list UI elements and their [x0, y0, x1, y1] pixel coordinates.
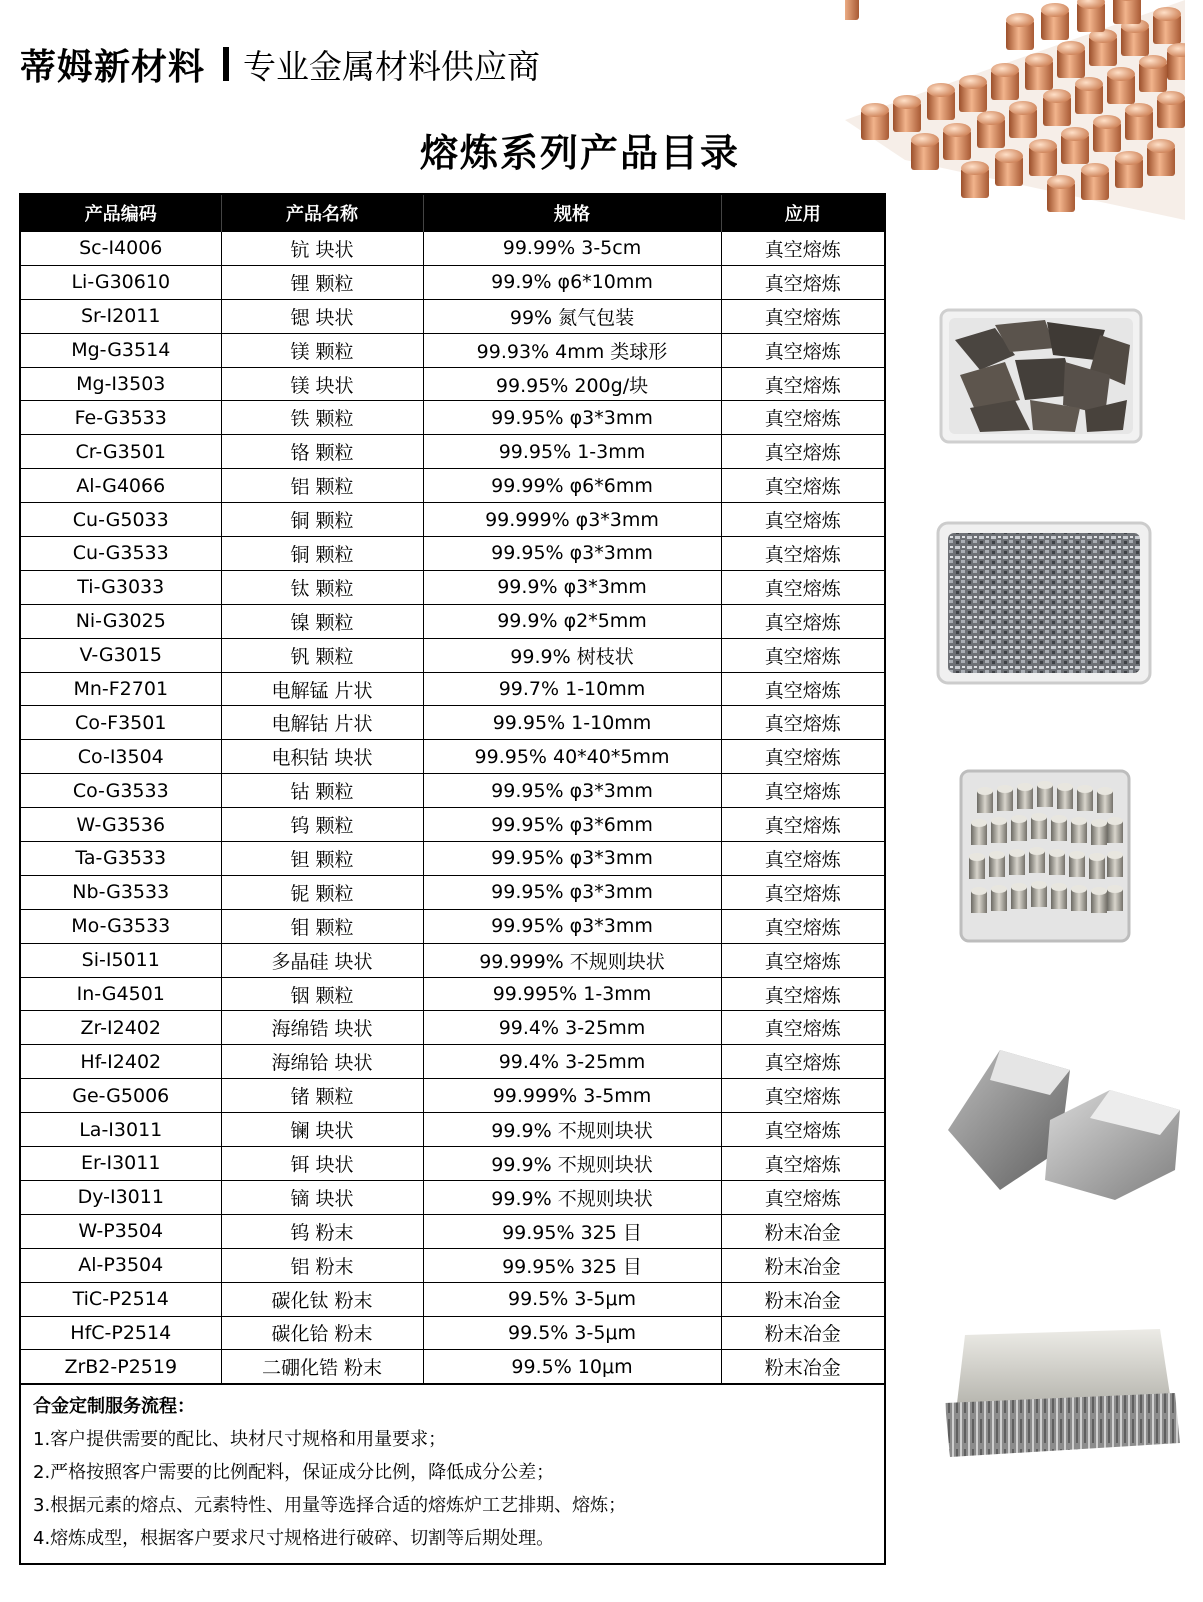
product-name-cell: 多晶硅 块状: [221, 943, 423, 977]
product-application-cell: 真空熔炼: [721, 1180, 884, 1214]
product-spec-cell: 99.93% 4mm 类球形: [423, 333, 721, 367]
product-application-cell: 粉末冶金: [721, 1316, 884, 1350]
product-application-cell: 真空熔炼: [721, 265, 884, 299]
product-code-cell: La-I3011: [21, 1113, 221, 1147]
product-application-cell: 真空熔炼: [721, 1113, 884, 1147]
column-header-spec: 规格: [423, 195, 721, 232]
product-name-cell: 镝 块状: [221, 1180, 423, 1214]
product-spec-cell: 99.9% 不规则块状: [423, 1113, 721, 1147]
product-code-cell: V-G3015: [21, 638, 221, 672]
product-name-cell: 铌 颗粒: [221, 875, 423, 909]
metal-cylinders-photo: [955, 765, 1135, 947]
table-row: [21, 333, 884, 367]
product-code-cell: Co-G3533: [21, 774, 221, 808]
metal-granules-photo: [930, 515, 1158, 690]
table-row: [21, 1214, 884, 1248]
product-code-cell: Cr-G3501: [21, 435, 221, 469]
table-row: [21, 977, 884, 1011]
note-line: 2.严格按照客户需要的比例配料，保证成分比例，降低成分公差；: [33, 1462, 555, 1484]
table-row: [21, 875, 884, 909]
product-code-cell: W-G3536: [21, 808, 221, 842]
product-code-cell: Mg-I3503: [21, 367, 221, 401]
product-spec-cell: 99.95% 325 目: [423, 1248, 721, 1282]
product-name-cell: 锂 颗粒: [221, 265, 423, 299]
table-row: [21, 367, 884, 401]
product-code-cell: HfC-P2514: [21, 1316, 221, 1350]
product-spec-cell: 99.9% 树枝状: [423, 638, 721, 672]
product-code-cell: Co-I3504: [21, 740, 221, 774]
product-spec-cell: 99.99% φ6*6mm: [423, 469, 721, 503]
table-row: [21, 740, 884, 774]
product-code-cell: TiC-P2514: [21, 1282, 221, 1316]
catalog-title: 熔炼系列产品目录: [419, 131, 740, 175]
product-code-cell: Li-G30610: [21, 265, 221, 299]
product-spec-cell: 99.95% 1-10mm: [423, 706, 721, 740]
table-row: [21, 570, 884, 604]
product-spec-cell: 99.999% 3-5mm: [423, 1079, 721, 1113]
table-row: [21, 638, 884, 672]
product-code-cell: Co-F3501: [21, 706, 221, 740]
product-code-cell: Ge-G5006: [21, 1079, 221, 1113]
product-code-cell: Zr-I2402: [21, 1011, 221, 1045]
product-application-cell: 真空熔炼: [721, 537, 884, 571]
product-code-cell: Ni-G3025: [21, 604, 221, 638]
table-row: [21, 909, 884, 943]
table-row: [21, 299, 884, 333]
table-row: [21, 1248, 884, 1282]
product-code-cell: Ti-G3033: [21, 570, 221, 604]
brand-name: 蒂姆新材料: [20, 46, 206, 88]
product-code-cell: Ta-G3533: [21, 842, 221, 876]
table-row: [21, 435, 884, 469]
product-name-cell: 铝 颗粒: [221, 469, 423, 503]
product-name-cell: 铜 颗粒: [221, 537, 423, 571]
product-application-cell: 真空熔炼: [721, 638, 884, 672]
product-code-cell: Sc-I4006: [21, 232, 221, 266]
table-header-row: [21, 195, 884, 232]
table-row: [21, 943, 884, 977]
table-row: [21, 1011, 884, 1045]
product-code-cell: Er-I3011: [21, 1147, 221, 1181]
column-header-application: 应用: [721, 195, 884, 232]
product-spec-cell: 99.9% 不规则块状: [423, 1147, 721, 1181]
product-application-cell: 真空熔炼: [721, 977, 884, 1011]
table-row: [21, 1113, 884, 1147]
product-name-cell: 钼 颗粒: [221, 909, 423, 943]
product-application-cell: 真空熔炼: [721, 706, 884, 740]
brand-tagline: 专业金属材料供应商: [243, 46, 541, 86]
table-row: [21, 842, 884, 876]
product-spec-cell: 99.95% φ3*3mm: [423, 401, 721, 435]
product-name-cell: 碳化钛 粉末: [221, 1282, 423, 1316]
product-application-cell: 真空熔炼: [721, 232, 884, 266]
product-application-cell: 真空熔炼: [721, 909, 884, 943]
product-name-cell: 钪 块状: [221, 232, 423, 266]
product-name-cell: 二硼化锆 粉末: [221, 1350, 423, 1384]
table-row: [21, 232, 884, 266]
copper-pellets-photo: [845, 0, 1185, 220]
product-code-cell: Cu-G5033: [21, 503, 221, 537]
product-name-cell: 铁 颗粒: [221, 401, 423, 435]
product-application-cell: 真空熔炼: [721, 503, 884, 537]
table-row: [21, 1350, 884, 1384]
product-name-cell: 镧 块状: [221, 1113, 423, 1147]
product-spec-cell: 99% 氮气包装: [423, 299, 721, 333]
product-application-cell: 粉末冶金: [721, 1282, 884, 1316]
product-name-cell: 镍 颗粒: [221, 604, 423, 638]
product-name-cell: 铝 粉末: [221, 1248, 423, 1282]
product-spec-cell: 99.95% φ3*3mm: [423, 774, 721, 808]
product-spec-cell: 99.95% φ3*3mm: [423, 875, 721, 909]
table-row: [21, 537, 884, 571]
table-row: [21, 265, 884, 299]
product-spec-cell: 99.95% φ3*3mm: [423, 842, 721, 876]
product-spec-cell: 99.999% 不规则块状: [423, 943, 721, 977]
product-name-cell: 海绵锆 块状: [221, 1011, 423, 1045]
table-row: [21, 808, 884, 842]
product-name-cell: 钒 颗粒: [221, 638, 423, 672]
table-row: [21, 1045, 884, 1079]
product-application-cell: 粉末冶金: [721, 1214, 884, 1248]
product-code-cell: Fe-G3533: [21, 401, 221, 435]
product-name-cell: 钨 粉末: [221, 1214, 423, 1248]
product-code-cell: W-P3504: [21, 1214, 221, 1248]
product-code-cell: Al-G4066: [21, 469, 221, 503]
product-application-cell: 真空熔炼: [721, 740, 884, 774]
product-name-cell: 钴 颗粒: [221, 774, 423, 808]
product-application-cell: 真空熔炼: [721, 333, 884, 367]
table-row: [21, 706, 884, 740]
note-line: 3.根据元素的熔点、元素特性、用量等选择合适的熔炼炉工艺排期、熔炼；: [33, 1495, 627, 1517]
product-name-cell: 锶 块状: [221, 299, 423, 333]
product-name-cell: 钽 颗粒: [221, 842, 423, 876]
note-line: 1.客户提供需要的配比、块材尺寸规格和用量要求；: [33, 1429, 447, 1451]
product-application-cell: 真空熔炼: [721, 1079, 884, 1113]
product-application-cell: 真空熔炼: [721, 469, 884, 503]
table-row: [21, 1147, 884, 1181]
product-application-cell: 真空熔炼: [721, 570, 884, 604]
table-row: [21, 1316, 884, 1350]
product-name-cell: 电积钴 块状: [221, 740, 423, 774]
product-spec-cell: 99.9% φ2*5mm: [423, 604, 721, 638]
product-spec-cell: 99.5% 10μm: [423, 1350, 721, 1384]
product-spec-cell: 99.7% 1-10mm: [423, 672, 721, 706]
product-application-cell: 真空熔炼: [721, 808, 884, 842]
product-spec-cell: 99.95% φ3*3mm: [423, 537, 721, 571]
product-spec-cell: 99.995% 1-3mm: [423, 977, 721, 1011]
product-name-cell: 钨 颗粒: [221, 808, 423, 842]
table-row: [21, 604, 884, 638]
product-application-cell: 真空熔炼: [721, 435, 884, 469]
product-application-cell: 真空熔炼: [721, 299, 884, 333]
product-spec-cell: 99.9% φ6*10mm: [423, 265, 721, 299]
custom-alloy-notes: [21, 1384, 884, 1563]
table-row: [21, 774, 884, 808]
table-row: [21, 401, 884, 435]
column-header-code: 产品编码: [21, 195, 221, 232]
product-name-cell: 钛 颗粒: [221, 570, 423, 604]
product-table: [19, 193, 886, 1565]
page-header: [20, 38, 540, 90]
product-name-cell: 海绵铪 块状: [221, 1045, 423, 1079]
product-name-cell: 镁 块状: [221, 367, 423, 401]
product-spec-cell: 99.95% φ3*6mm: [423, 808, 721, 842]
product-application-cell: 粉末冶金: [721, 1248, 884, 1282]
product-name-cell: 铜 颗粒: [221, 503, 423, 537]
metal-flakes-photo: [935, 300, 1150, 450]
product-name-cell: 铟 颗粒: [221, 977, 423, 1011]
product-spec-cell: 99.95% 325 目: [423, 1214, 721, 1248]
metal-ingot-photo: [940, 1040, 1185, 1205]
table-row: [21, 503, 884, 537]
notes-title: 合金定制服务流程：: [33, 1396, 195, 1418]
product-code-cell: Mo-G3533: [21, 909, 221, 943]
product-application-cell: 真空熔炼: [721, 604, 884, 638]
product-code-cell: Dy-I3011: [21, 1180, 221, 1214]
product-spec-cell: 99.95% φ3*3mm: [423, 909, 721, 943]
product-application-cell: 粉末冶金: [721, 1350, 884, 1384]
table-row: [21, 1079, 884, 1113]
product-code-cell: Sr-I2011: [21, 299, 221, 333]
table-row: [21, 1180, 884, 1214]
product-application-cell: 真空熔炼: [721, 1011, 884, 1045]
product-code-cell: Al-P3504: [21, 1248, 221, 1282]
product-spec-cell: 99.5% 3-5μm: [423, 1282, 721, 1316]
product-application-cell: 真空熔炼: [721, 842, 884, 876]
product-application-cell: 真空熔炼: [721, 401, 884, 435]
product-name-cell: 电解锰 片状: [221, 672, 423, 706]
product-application-cell: 真空熔炼: [721, 943, 884, 977]
product-spec-cell: 99.95% 200g/块: [423, 367, 721, 401]
product-spec-cell: 99.9% 不规则块状: [423, 1180, 721, 1214]
product-name-cell: 铒 块状: [221, 1147, 423, 1181]
product-spec-cell: 99.999% φ3*3mm: [423, 503, 721, 537]
product-application-cell: 真空熔炼: [721, 1045, 884, 1079]
product-application-cell: 真空熔炼: [721, 875, 884, 909]
header-divider: [223, 47, 229, 81]
note-line: 4.熔炼成型，根据客户要求尺寸规格进行破碎、切割等后期处理。: [33, 1528, 555, 1550]
product-spec-cell: 99.9% φ3*3mm: [423, 570, 721, 604]
product-spec-cell: 99.95% 1-3mm: [423, 435, 721, 469]
table-row: [21, 672, 884, 706]
product-code-cell: ZrB2-P2519: [21, 1350, 221, 1384]
product-code-cell: In-G4501: [21, 977, 221, 1011]
product-code-cell: Hf-I2402: [21, 1045, 221, 1079]
product-code-cell: Mn-F2701: [21, 672, 221, 706]
product-name-cell: 铬 颗粒: [221, 435, 423, 469]
table-body: [21, 232, 884, 1384]
product-name-cell: 镁 颗粒: [221, 333, 423, 367]
product-application-cell: 真空熔炼: [721, 672, 884, 706]
product-code-cell: Si-I5011: [21, 943, 221, 977]
product-spec-cell: 99.99% 3-5cm: [423, 232, 721, 266]
product-spec-cell: 99.95% 40*40*5mm: [423, 740, 721, 774]
crystal-bar-photo: [935, 1325, 1185, 1465]
product-spec-cell: 99.4% 3-25mm: [423, 1045, 721, 1079]
table-row: [21, 469, 884, 503]
product-spec-cell: 99.4% 3-25mm: [423, 1011, 721, 1045]
product-name-cell: 锗 颗粒: [221, 1079, 423, 1113]
product-application-cell: 真空熔炼: [721, 1147, 884, 1181]
product-name-cell: 电解钴 片状: [221, 706, 423, 740]
product-name-cell: 碳化铪 粉末: [221, 1316, 423, 1350]
product-spec-cell: 99.5% 3-5μm: [423, 1316, 721, 1350]
product-code-cell: Cu-G3533: [21, 537, 221, 571]
product-application-cell: 真空熔炼: [721, 774, 884, 808]
table-row: [21, 1282, 884, 1316]
column-header-name: 产品名称: [221, 195, 423, 232]
product-code-cell: Mg-G3514: [21, 333, 221, 367]
product-application-cell: 真空熔炼: [721, 367, 884, 401]
product-code-cell: Nb-G3533: [21, 875, 221, 909]
